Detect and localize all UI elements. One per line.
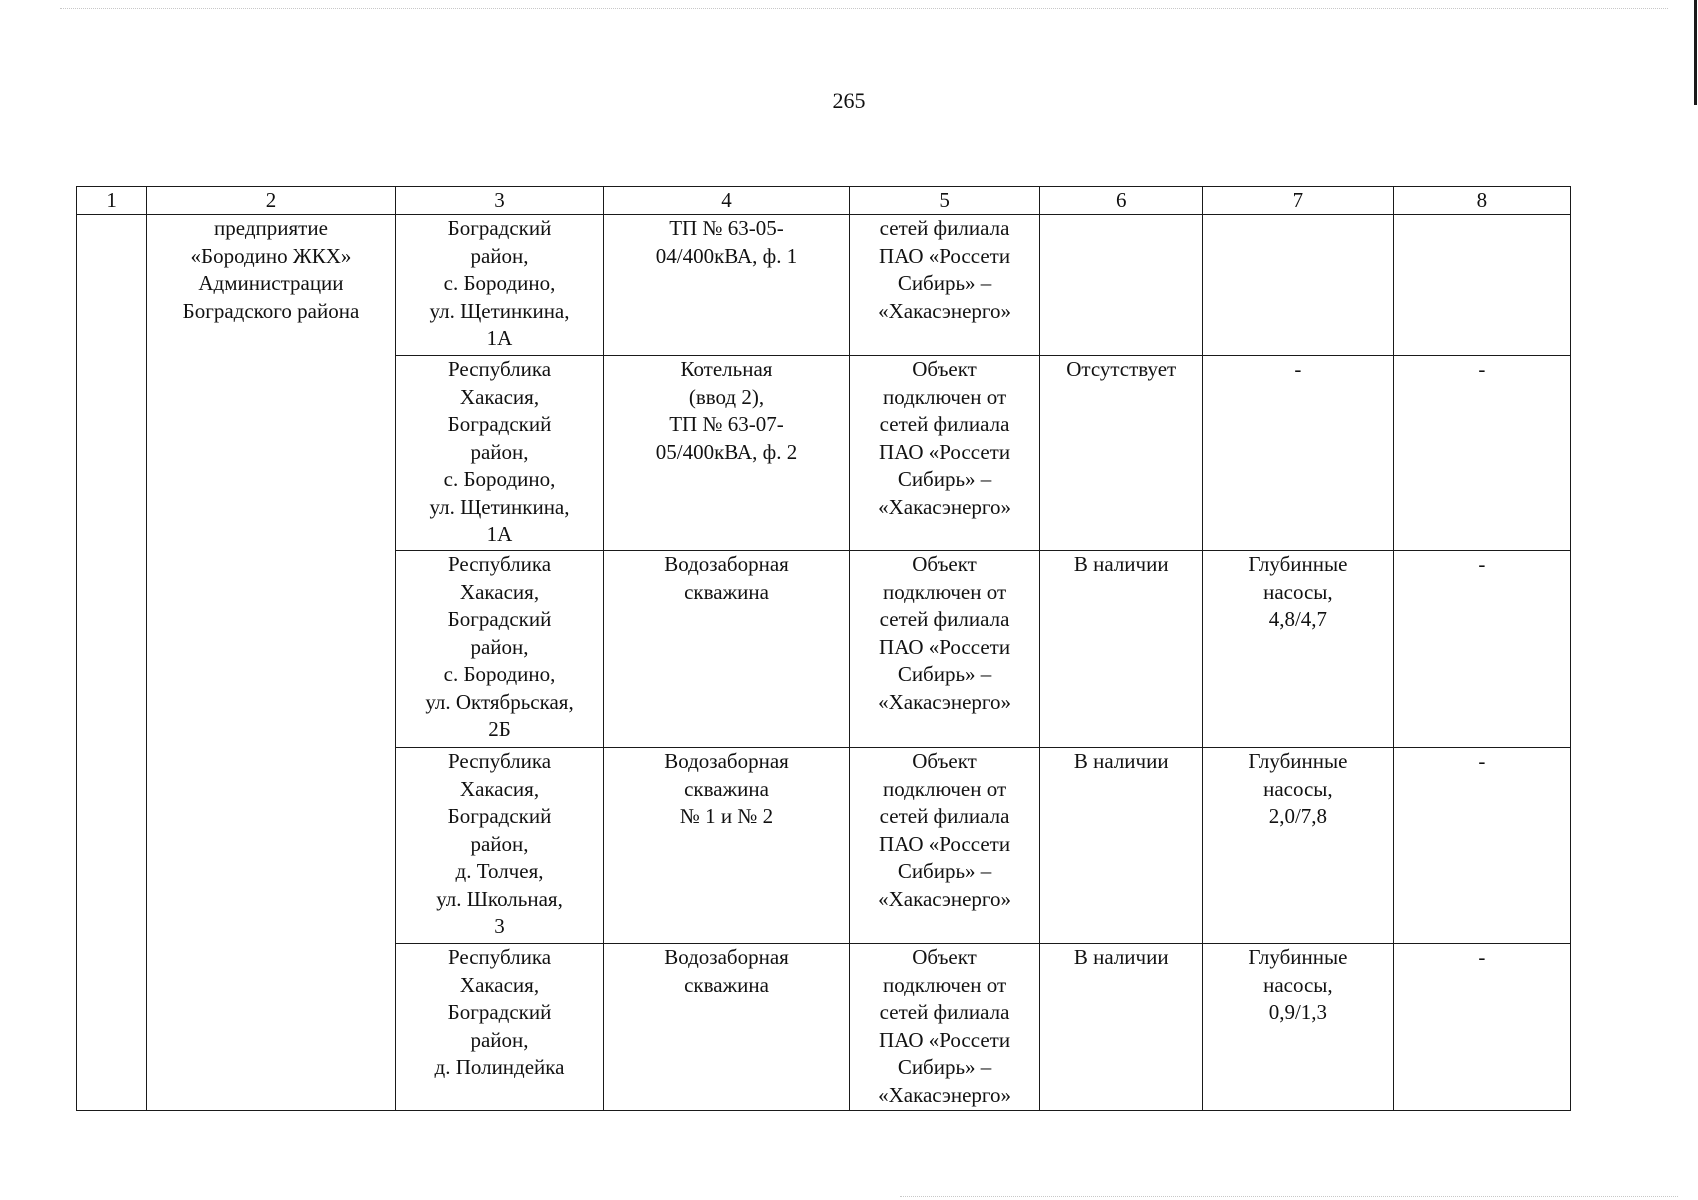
- cell-line: 1А: [486, 522, 513, 546]
- address-cell: [395, 551, 604, 748]
- cell-line: 2Б: [488, 717, 511, 741]
- cell-line: с. Бородино,: [443, 662, 556, 686]
- cell-line: Боградский: [447, 607, 552, 631]
- cell-line: В наличии: [1073, 749, 1169, 773]
- cell-line: Хакасия,: [459, 579, 540, 604]
- cell-line: Боградский: [447, 412, 552, 436]
- cell-line: В наличии: [1073, 552, 1169, 576]
- table-row: [77, 215, 1571, 356]
- equipment-cell: [1202, 944, 1393, 1111]
- cell-line: с. Бородино,: [443, 271, 556, 295]
- cell-line: ПАО «Россети: [879, 439, 1011, 464]
- cell-line: Водозаборная: [664, 749, 789, 773]
- object-cell: [604, 215, 849, 356]
- cell-line: Хакасия,: [459, 384, 540, 409]
- cell-line: 1А: [486, 326, 513, 350]
- object-cell: [604, 551, 849, 748]
- cell-line: район,: [470, 831, 529, 856]
- header-cell-4: 4: [604, 187, 849, 215]
- cell-line: Республика: [447, 945, 552, 969]
- cell-line: сетей филиала: [879, 804, 1010, 828]
- cell-line: подключен от: [882, 384, 1007, 409]
- cell-line: Отсутствует: [1066, 357, 1177, 381]
- cell-line: 04/400кВА, ф. 1: [655, 243, 798, 268]
- header-cell-5: 5: [849, 187, 1040, 215]
- organization-cell: [147, 215, 395, 1111]
- cell-line: район,: [470, 634, 529, 659]
- cell-line: Сибирь» –: [897, 467, 992, 491]
- cell-line: ул. Щетинкина,: [429, 494, 570, 519]
- cell-line: сетей филиала: [879, 607, 1010, 631]
- cell-line: район,: [470, 243, 529, 268]
- col8-cell: [1393, 944, 1570, 1111]
- page-number: 265: [832, 88, 866, 113]
- cell-line: Водозаборная: [664, 945, 789, 969]
- connection-cell: [849, 944, 1040, 1111]
- cell-line: ПАО «Россети: [879, 1027, 1011, 1052]
- reserve-cell: [1040, 748, 1203, 944]
- cell-line: Сибирь» –: [897, 859, 992, 883]
- cell-line: Боградский: [447, 216, 552, 240]
- cell-line: Хакасия,: [459, 776, 540, 801]
- cell-line: сетей филиала: [879, 216, 1010, 240]
- cell-line: 0,9/1,3: [1268, 1000, 1328, 1024]
- cell-line: «Хакасэнерго»: [878, 298, 1012, 323]
- cell-line: район,: [470, 1027, 529, 1052]
- cell-line: район,: [470, 439, 529, 464]
- cell-line: 2,0/7,8: [1268, 804, 1328, 828]
- header-cell-6: 6: [1040, 187, 1203, 215]
- cell-line: -: [1478, 357, 1486, 381]
- cell-line: «Хакасэнерго»: [878, 494, 1012, 519]
- cell-line: В наличии: [1073, 945, 1169, 969]
- cell-line: 05/400кВА, ф. 2: [655, 439, 798, 464]
- address-cell: [395, 356, 604, 551]
- cell-line: скважина: [684, 776, 769, 801]
- equipment-cell: [1202, 748, 1393, 944]
- object-cell: [604, 356, 849, 551]
- col8-cell: [1393, 215, 1570, 356]
- cell-line: Глубинные: [1248, 749, 1348, 773]
- cell-line: Объект: [912, 357, 977, 381]
- connection-cell: [849, 215, 1040, 356]
- cell-line: Сибирь» –: [897, 1055, 992, 1079]
- col8-cell: [1393, 551, 1570, 748]
- cell-line: с. Бородино,: [443, 467, 556, 491]
- cell-line: Котельная: [680, 357, 773, 381]
- cell-line: Объект: [912, 749, 977, 773]
- data-table: [76, 186, 1571, 1111]
- cell-line: ТП № 63-05-: [669, 216, 784, 240]
- cell-line: Объект: [912, 945, 977, 969]
- cell-line: -: [1294, 357, 1302, 381]
- connection-cell: [849, 356, 1040, 551]
- cell-line: сетей филиала: [879, 412, 1010, 436]
- cell-line: Боградского района: [182, 298, 360, 323]
- cell-line: насосы,: [1263, 776, 1333, 801]
- connection-cell: [849, 551, 1040, 748]
- header-cell-7: 7: [1202, 187, 1393, 215]
- cell-line: д. Толчея,: [455, 859, 544, 883]
- cell-line: 4,8/4,7: [1268, 607, 1328, 631]
- header-cell-1: 1: [77, 187, 147, 215]
- cell-line: ул. Щетинкина,: [429, 298, 570, 323]
- cell-line: Сибирь» –: [897, 271, 992, 295]
- cell-line: подключен от: [882, 972, 1007, 997]
- scan-edge-bottom: [900, 1196, 1678, 1197]
- cell-line: Боградский: [447, 804, 552, 828]
- equipment-cell: [1202, 215, 1393, 356]
- object-cell: [604, 748, 849, 944]
- cell-line: Республика: [447, 357, 552, 381]
- cell-line: (ввод 2),: [688, 384, 765, 409]
- connection-cell: [849, 748, 1040, 944]
- cell-line: ул. Октябрьская,: [425, 689, 574, 714]
- col8-cell: [1393, 356, 1570, 551]
- cell-line: сетей филиала: [879, 1000, 1010, 1024]
- cell-line: подключен от: [882, 579, 1007, 604]
- cell-line: -: [1478, 552, 1486, 576]
- address-cell: [395, 215, 604, 356]
- header-cell-3: 3: [395, 187, 604, 215]
- reserve-cell: [1040, 944, 1203, 1111]
- col8-cell: [1393, 748, 1570, 944]
- reserve-cell: [1040, 215, 1203, 356]
- cell-line: -: [1478, 749, 1486, 773]
- cell-line: № 1 и № 2: [679, 804, 774, 828]
- cell-line: ПАО «Россети: [879, 634, 1011, 659]
- reserve-cell: [1040, 356, 1203, 551]
- address-cell: [395, 748, 604, 944]
- header-row: [77, 187, 1571, 215]
- cell-line: насосы,: [1263, 972, 1333, 997]
- scan-edge-top: [60, 8, 1668, 9]
- address-cell: [395, 944, 604, 1111]
- object-cell: [604, 944, 849, 1111]
- cell-line: Хакасия,: [459, 972, 540, 997]
- cell-line: Сибирь» –: [897, 662, 992, 686]
- cell-line: Водозаборная: [664, 552, 789, 576]
- cell-line: ПАО «Россети: [879, 243, 1011, 268]
- cell-line: Республика: [447, 749, 552, 773]
- header-cell-2: 2: [147, 187, 395, 215]
- cell-line: ТП № 63-07-: [669, 412, 784, 436]
- cell-line: «Хакасэнерго»: [878, 886, 1012, 911]
- row-number-cell: [77, 215, 147, 1111]
- cell-line: насосы,: [1263, 579, 1333, 604]
- cell-line: «Хакасэнерго»: [878, 1082, 1012, 1107]
- cell-line: Глубинные: [1248, 945, 1348, 969]
- cell-line: Администрации: [198, 271, 344, 295]
- equipment-cell: [1202, 551, 1393, 748]
- cell-line: Республика: [447, 552, 552, 576]
- cell-line: скважина: [684, 972, 769, 997]
- cell-line: предприятие: [214, 216, 328, 240]
- header-cell-8: 8: [1393, 187, 1570, 215]
- cell-line: д. Полиндейка: [434, 1055, 565, 1079]
- cell-line: скважина: [684, 579, 769, 604]
- cell-line: 3: [494, 914, 505, 938]
- cell-line: Объект: [912, 552, 977, 576]
- equipment-cell: [1202, 356, 1393, 551]
- cell-line: ПАО «Россети: [879, 831, 1011, 856]
- cell-line: -: [1478, 945, 1486, 969]
- cell-line: Глубинные: [1248, 552, 1348, 576]
- reserve-cell: [1040, 551, 1203, 748]
- cell-line: ул. Школьная,: [436, 886, 563, 911]
- cell-line: «Хакасэнерго»: [878, 689, 1012, 714]
- cell-line: подключен от: [882, 776, 1007, 801]
- cell-line: Боградский: [447, 1000, 552, 1024]
- cell-line: «Бородино ЖКХ»: [190, 243, 352, 268]
